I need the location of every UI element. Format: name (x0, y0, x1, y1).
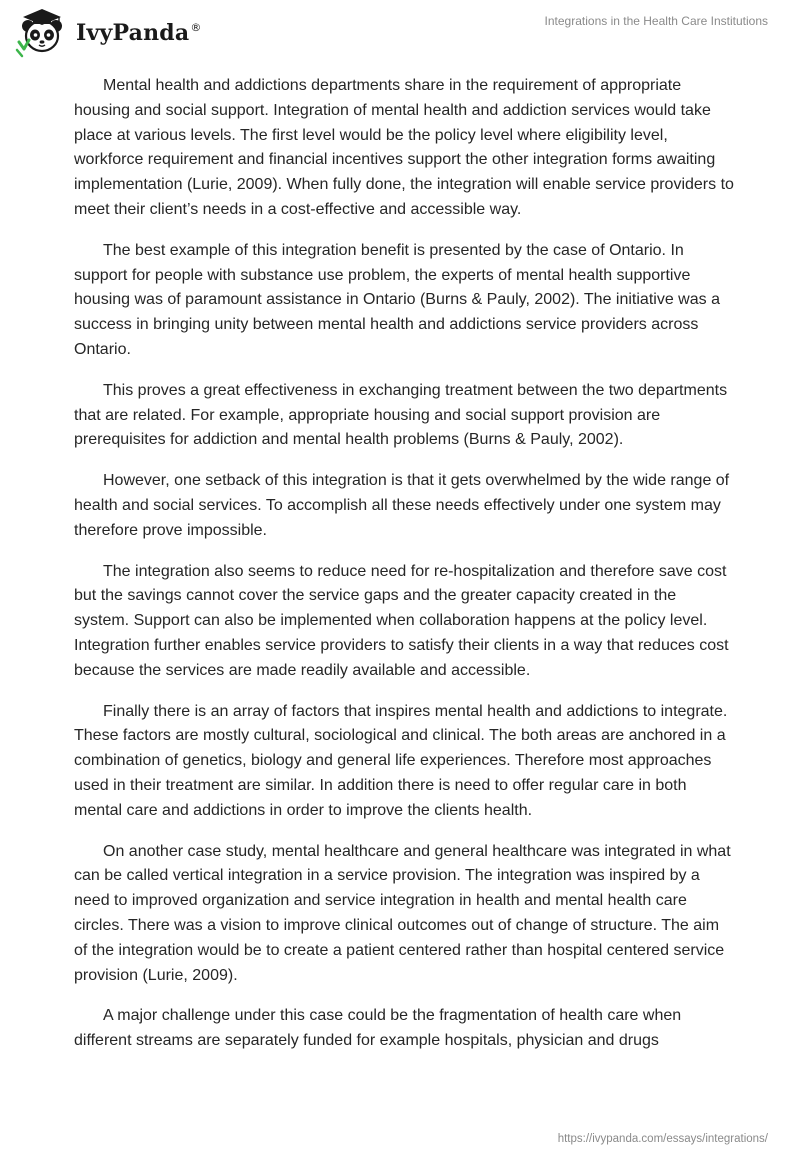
paragraph: The best example of this integration benefit is presented by the case of Ontario. In support for people with substance use problem, the experts of mental health supportive housing was of paramount assistance in Ontario (Burns & Pauly, 2002). The initiative was a success in bringing unity between mental health and addictions service providers across Ontario. (74, 241, 720, 358)
document-title: Integrations in the Health Care Institutions (544, 14, 768, 28)
paragraph: The integration also seems to reduce need for re-hospitalization and therefore save cost but the savings cannot cover the service gaps and the greater capacity created in the system. Support can also be implemented when collaboration happens at the policy level. Integration further enables service providers to satisfy their clients in a way that reduces cost because the services are made readily available and accessible. (74, 562, 729, 679)
paragraph: On another case study, mental healthcare and general healthcare was integrated in what can be called vertical integration in a service provision. The integration was inspired by a need to improved organization and service integration in health and mental health care circles. There was a vision to improve clinical outcomes out of change of structure. The aim of the integration would be to create a patient centered rather than hospital centered service provision (Lurie, 2009). (74, 842, 731, 984)
paragraph: Mental health and addictions departments share in the requirement of appropriate housing and social support. Integration of mental health and addiction services would take place at various levels. The first level would be the policy level where eligibility level, workforce requirement and financial incentives support the other integration forms awaiting implementation (Lurie, 2009). When fully done, the integration will enable service providers to meet their client’s needs in a cost-effective and accessible way. (74, 77, 734, 218)
panda-graduate-icon (14, 6, 70, 58)
paragraph: This proves a great effectiveness in exchanging treatment between the two departments that are related. For example, appropriate housing and social support provision are prerequisites for addiction and mental health problems (Burns & Pauly, 2002). (74, 381, 728, 449)
paragraph: However, one setback of this integration is that it gets overwhelmed by the wide range of health and social services. To accomplish all these needs effectively under one system may therefore prove impossible. (74, 472, 730, 539)
brand-logo[interactable] (14, 6, 202, 58)
brand-name: IvyPanda® (76, 20, 202, 46)
paragraph: A major challenge under this case could be the fragmentation of health care when different streams are separately funded for example hospitals, physician and drugs (74, 1007, 682, 1050)
paragraph: Finally there is an array of factors that inspires mental health and addictions to integrate. These factors are mostly cultural, sociological and clinical. The both areas are anchored in a combination of genetics, biology and general life experiences. Therefore most approaches used in their treatment are similar. In addition there is need to offer regular care in both mental care and addictions in order to improve the clients health. (74, 702, 728, 819)
registered-mark: ® (190, 21, 202, 34)
source-url[interactable]: https://ivypanda.com/essays/integrations/ (557, 1133, 768, 1145)
article-body (74, 74, 734, 1070)
page-header (0, 0, 800, 70)
